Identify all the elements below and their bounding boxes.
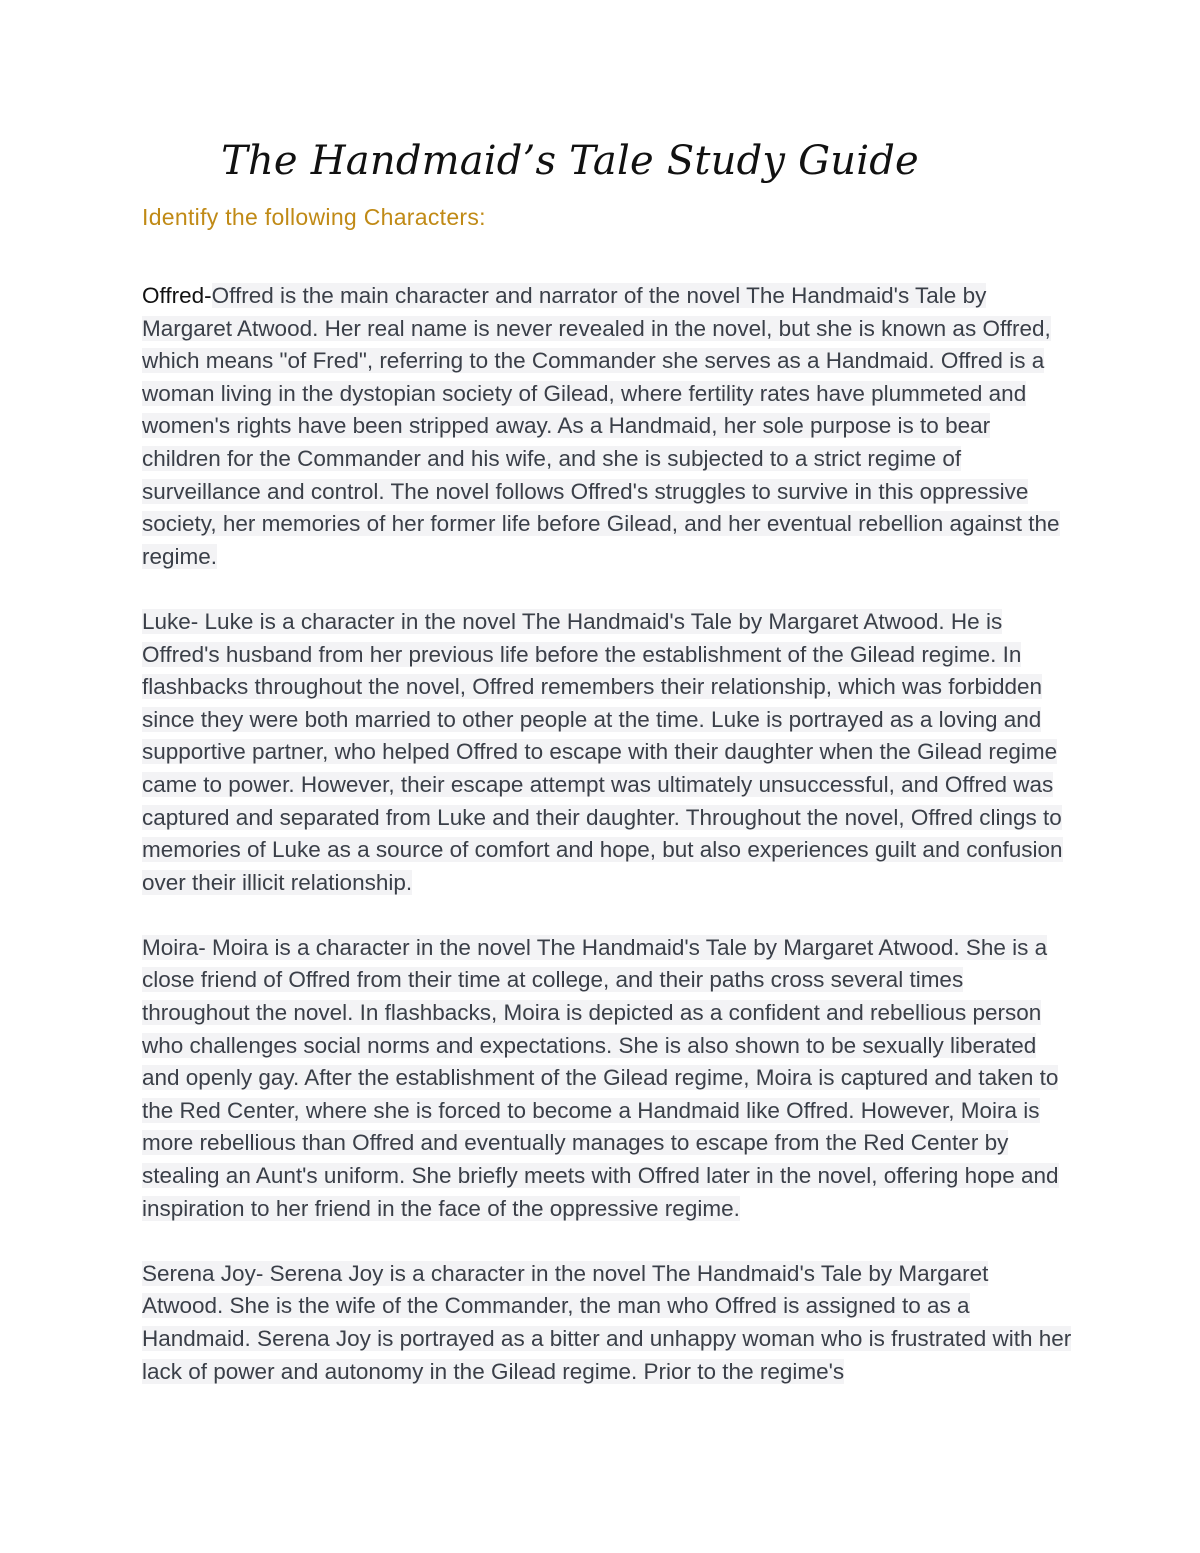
character-name: Serena Joy- (142, 1260, 264, 1286)
character-list (142, 280, 1072, 1421)
character-name: Offred- (142, 283, 212, 308)
character-description: Moira is a character in the novel The Handmaid's Tale by Margaret Atwood. She is a close friend of Offred from their time at college, and their paths cross several times throughout the novel. In flashbacks, Moira is depicted as a confident and rebellious person who challenges social norms and expectations. She is also shown to be sexually liberated and openly gay. After the establishment of the Gilead regime, Moira is captured and taken to the Red Center, where she is forced to become a Handmaid like Offred. However, Moira is more rebellious than Offred and eventually manages to escape from the Red Center by stealing an Aunt's uniform. She briefly meets with Offred later in the novel, offering hope and inspiration to her friend in the face of the oppressive regime. (142, 934, 1059, 1221)
character-entry-luke (142, 606, 1072, 899)
section-heading: Identify the following Characters: (142, 204, 486, 230)
page-title: The Handmaid’s Tale Study Guide (221, 138, 919, 184)
character-description: Offred is the main character and narrator of the novel The Handmaid's Tale by Margaret Atwood. Her real name is never revealed in the novel, but she is known as Offred, which means "of Fred", referring to the Commander she serves as a Handmaid. Offred is a woman living in the dystopian society of Gilead, where fertility rates have plummeted and women's rights have been stripped away. As a Handmaid, her sole purpose is to bear children for the Commander and his wife, and she is subjected to a strict regime of surveillance and control. The novel follows Offred's struggles to survive in this oppressive society, her memories of her former life before Gilead, and her eventual rebellion against the regime. (142, 283, 1060, 569)
character-description: Luke is a character in the novel The Handmaid's Tale by Margaret Atwood. He is Offred's husband from her previous life before the establishment of the Gilead regime. In flashbacks throughout the novel, Offred remembers their relationship, which was forbidden since they were both married to other people at the time. Luke is portrayed as a loving and supportive partner, who helped Offred to escape with their daughter when the Gilead regime came to power. However, their escape attempt was ultimately unsuccessful, and Offred was captured and separated from Luke and their daughter. Throughout the novel, Offred clings to memories of Luke as a source of comfort and hope, but also experiences guilt and confusion over their illicit relationship. (142, 608, 1063, 895)
character-description: Serena Joy is a character in the novel The Handmaid's Tale by Margaret Atwood. She is the wife of the Commander, the man who Offred is assigned to as a Handmaid. Serena Joy is portrayed as a bitter and unhappy woman who is frustrated with her lack of power and autonomy in the Gilead regime. Prior to the regime's (142, 1260, 1072, 1384)
character-entry-serena-joy (142, 1258, 1072, 1388)
character-name: Moira- (142, 934, 206, 960)
character-entry-moira (142, 932, 1072, 1225)
character-entry-offred (142, 280, 1072, 573)
character-name: Luke- (142, 608, 199, 634)
